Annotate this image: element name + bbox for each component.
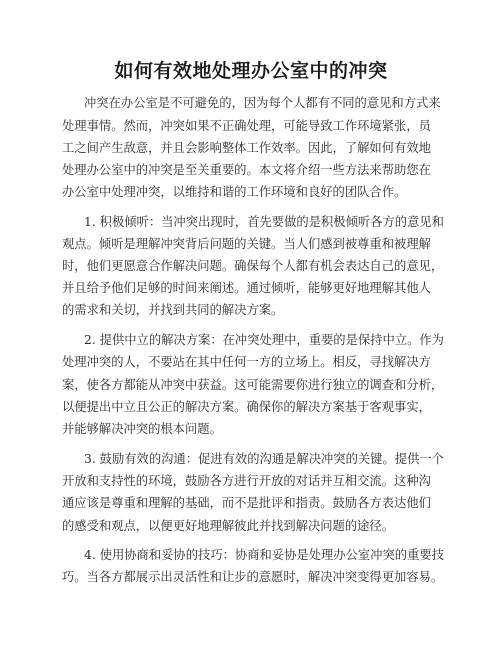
paragraph-line: 并且给予他们足够的时间来阐述。通过倾听，能够更好地理解其他人: [62, 281, 431, 295]
paragraph-line: 通应该是尊重和理解的基础，而不是批评和指责。鼓励各方表达他们: [62, 496, 431, 510]
paragraph-line: 开放和支持性的环境，鼓励各方进行开放的对话并互相交流。这种沟: [62, 474, 431, 488]
paragraph-line: 的感受和观点，以便更好地理解彼此并找到解决问题的途径。: [62, 519, 395, 533]
paragraph-line: 2. 提供中立的解决方案：在冲突处理中，重要的是保持中立。作为: [84, 333, 444, 347]
paragraph-line: 处理冲突的人，不要站在其中任何一方的立场上。相反，寻找解决方: [62, 355, 431, 369]
paragraph-line: 时，他们更愿意合作解决问题。确保每个人都有机会表达自己的意见，: [62, 259, 444, 273]
document-title: 如何有效地处理办公室中的冲突: [114, 60, 388, 82]
paragraph-line: 冲突在办公室是不可避免的，因为每个人都有不同的意见和方式来: [84, 96, 441, 110]
paragraph-line: 观点。倾听是理解冲突背后问题的关键。当人们感到被尊重和被理解: [62, 237, 431, 251]
paragraph-line: 工之间产生敌意，并且会影响整体工作效率。因此，了解如何有效地: [62, 141, 431, 155]
paragraph-line: 4. 使用协商和妥协的技巧：协商和妥协是处理办公室冲突的重要技: [84, 548, 444, 562]
paragraph-line: 以便提出中立且公正的解决方案。确保你的解决方案基于客观事实，: [62, 400, 431, 414]
paragraph-line: 的需求和关切，并找到共同的解决方案。: [62, 303, 284, 317]
paragraph-line: 巧。当各方都展示出灵活性和让步的意愿时，解决冲突变得更加容易。: [62, 570, 444, 584]
paragraph-line: 办公室中处理冲突，以维持和谐的工作环境和良好的团队合作。: [62, 185, 407, 199]
paragraph-line: 1. 积极倾听：当冲突出现时，首先要做的是积极倾听各方的意见和: [84, 215, 444, 229]
paragraph-line: 案，使各方都能从冲突中获益。这可能需要你进行独立的调查和分析，: [62, 378, 444, 392]
paragraph-line: 处理事情。然而，冲突如果不正确处理，可能导致工作环境紧张，员: [62, 119, 431, 133]
paragraph-line: 并能够解决冲突的根本问题。: [62, 422, 222, 436]
paragraph-line: 处理办公室中的冲突是至关重要的。本文将介绍一些方法来帮助您在: [62, 163, 431, 177]
paragraph-line: 3. 鼓励有效的沟通：促进有效的沟通是解决冲突的关键。提供一个: [84, 452, 444, 466]
